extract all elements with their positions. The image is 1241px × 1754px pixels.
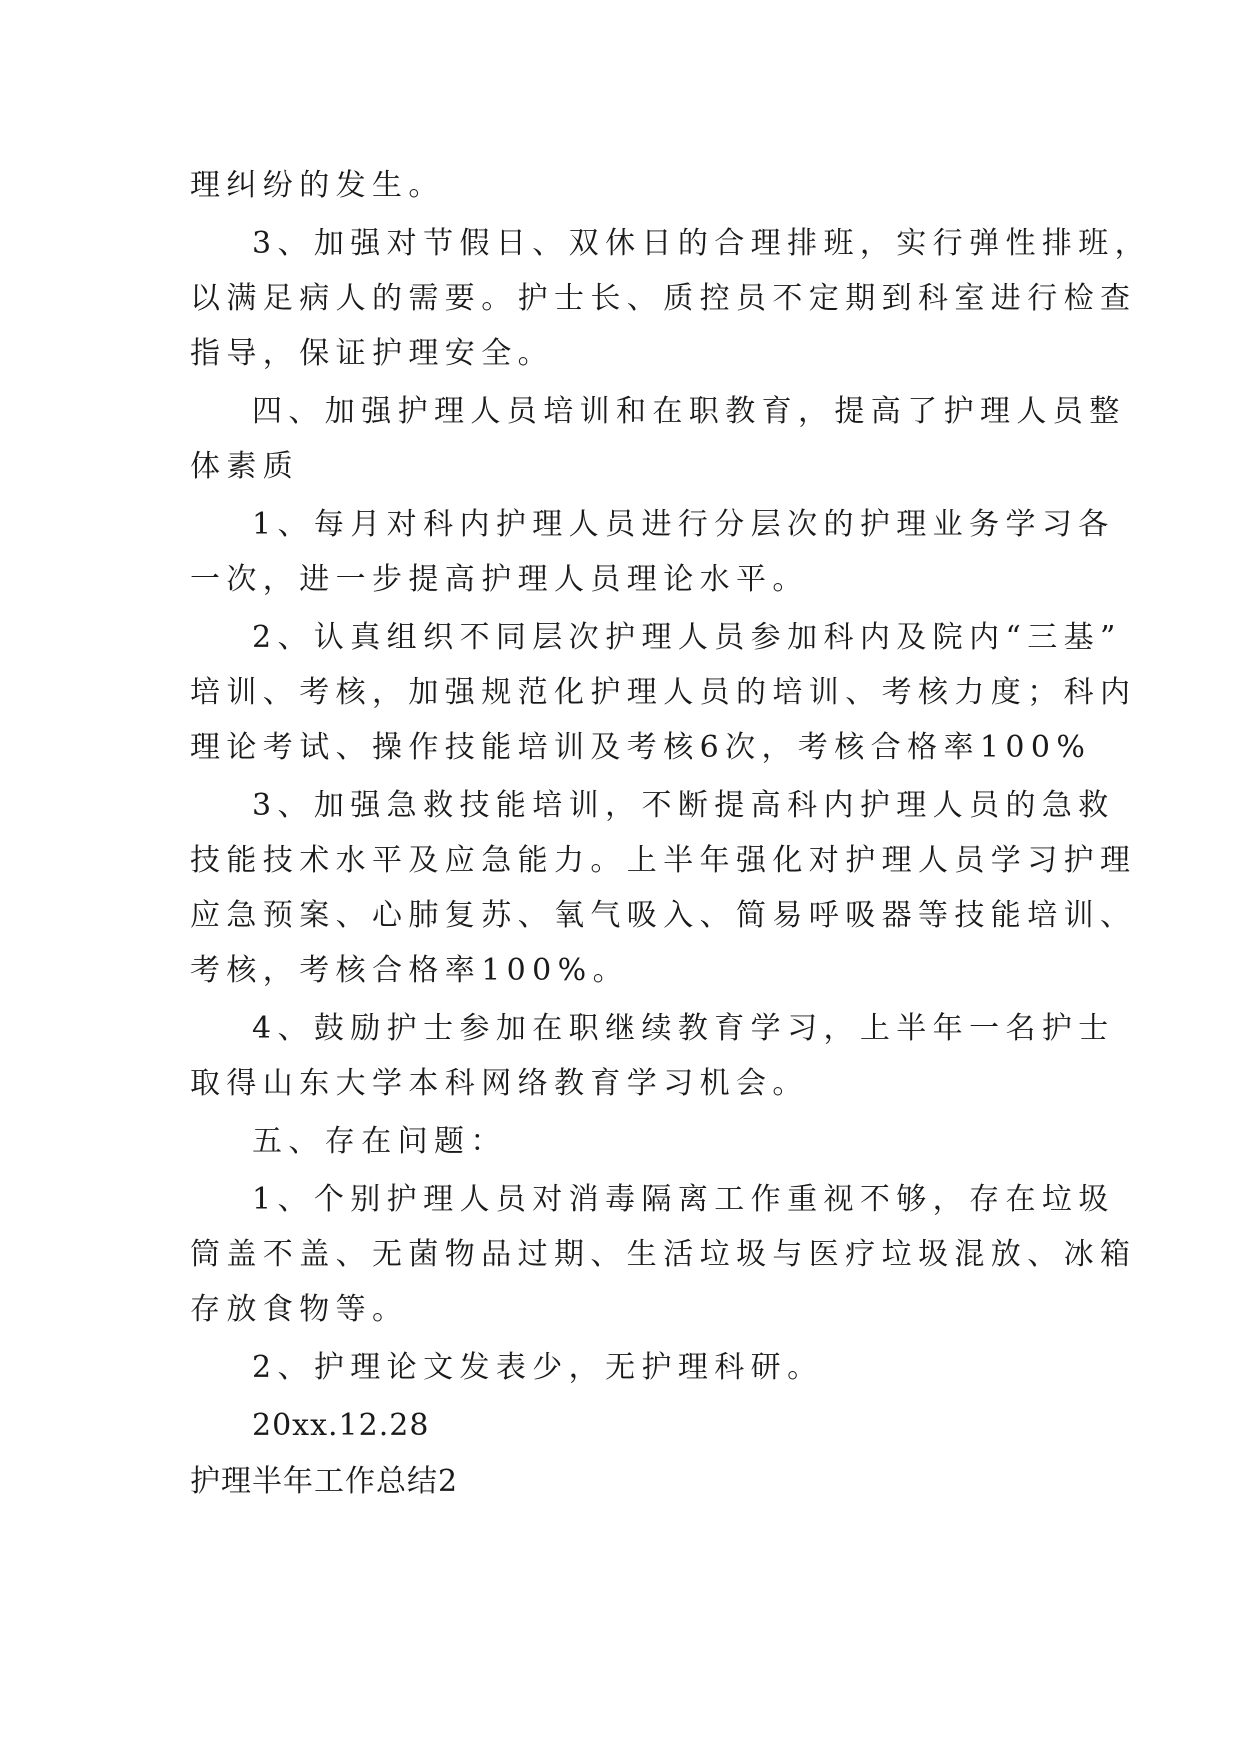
paragraph-line: 考核，考核合格率100%。 xyxy=(190,953,629,988)
paragraph-line: 培训、考核，加强规范化护理人员的培训、考核力度；科内 xyxy=(190,675,1137,710)
section-heading: 四、加强护理人员培训和在职教育，提高了护理人员整 xyxy=(252,394,1126,429)
paragraph-line: 指导，保证护理安全。 xyxy=(190,336,554,371)
document-date: 20xx.12.28 xyxy=(252,1408,430,1443)
paragraph-line: 4、鼓励护士参加在职继续教育学习，上半年一名护士 xyxy=(252,1011,1115,1046)
paragraph-line: 1、每月对科内护理人员进行分层次的护理业务学习各 xyxy=(252,507,1115,542)
paragraph-line: 2、护理论文发表少，无护理科研。 xyxy=(252,1350,824,1385)
paragraph-line: 3、加强急救技能培训，不断提高科内护理人员的急救 xyxy=(252,788,1115,823)
paragraph-line: 技能技术水平及应急能力。上半年强化对护理人员学习护理 xyxy=(190,843,1137,878)
paragraph-line: 2、认真组织不同层次护理人员参加科内及院内“三基” xyxy=(252,620,1122,655)
section-heading: 五、存在问题： xyxy=(252,1124,507,1159)
document-title: 护理半年工作总结2 xyxy=(190,1464,459,1499)
paragraph-line: 3、加强对节假日、双休日的合理排班，实行弹性排班， xyxy=(252,226,1152,261)
paragraph-line: 应急预案、心肺复苏、氧气吸入、简易呼吸器等技能培训、 xyxy=(190,898,1137,933)
paragraph-line: 以满足病人的需要。护士长、质控员不定期到科室进行检查 xyxy=(190,281,1137,316)
paragraph-line: 存放食物等。 xyxy=(190,1292,409,1327)
section-heading: 体素质 xyxy=(190,449,300,484)
paragraph-line: 一次，进一步提高护理人员理论水平。 xyxy=(190,562,809,597)
paragraph-line: 取得山东大学本科网络教育学习机会。 xyxy=(190,1066,809,1101)
paragraph-line: 理纠纷的发生。 xyxy=(190,168,445,203)
paragraph-line: 1、个别护理人员对消毒隔离工作重视不够，存在垃圾 xyxy=(252,1182,1115,1217)
paragraph-line: 筒盖不盖、无菌物品过期、生活垃圾与医疗垃圾混放、冰箱 xyxy=(190,1237,1137,1272)
paragraph-line: 理论考试、操作技能培训及考核6次，考核合格率100% xyxy=(190,730,1092,765)
